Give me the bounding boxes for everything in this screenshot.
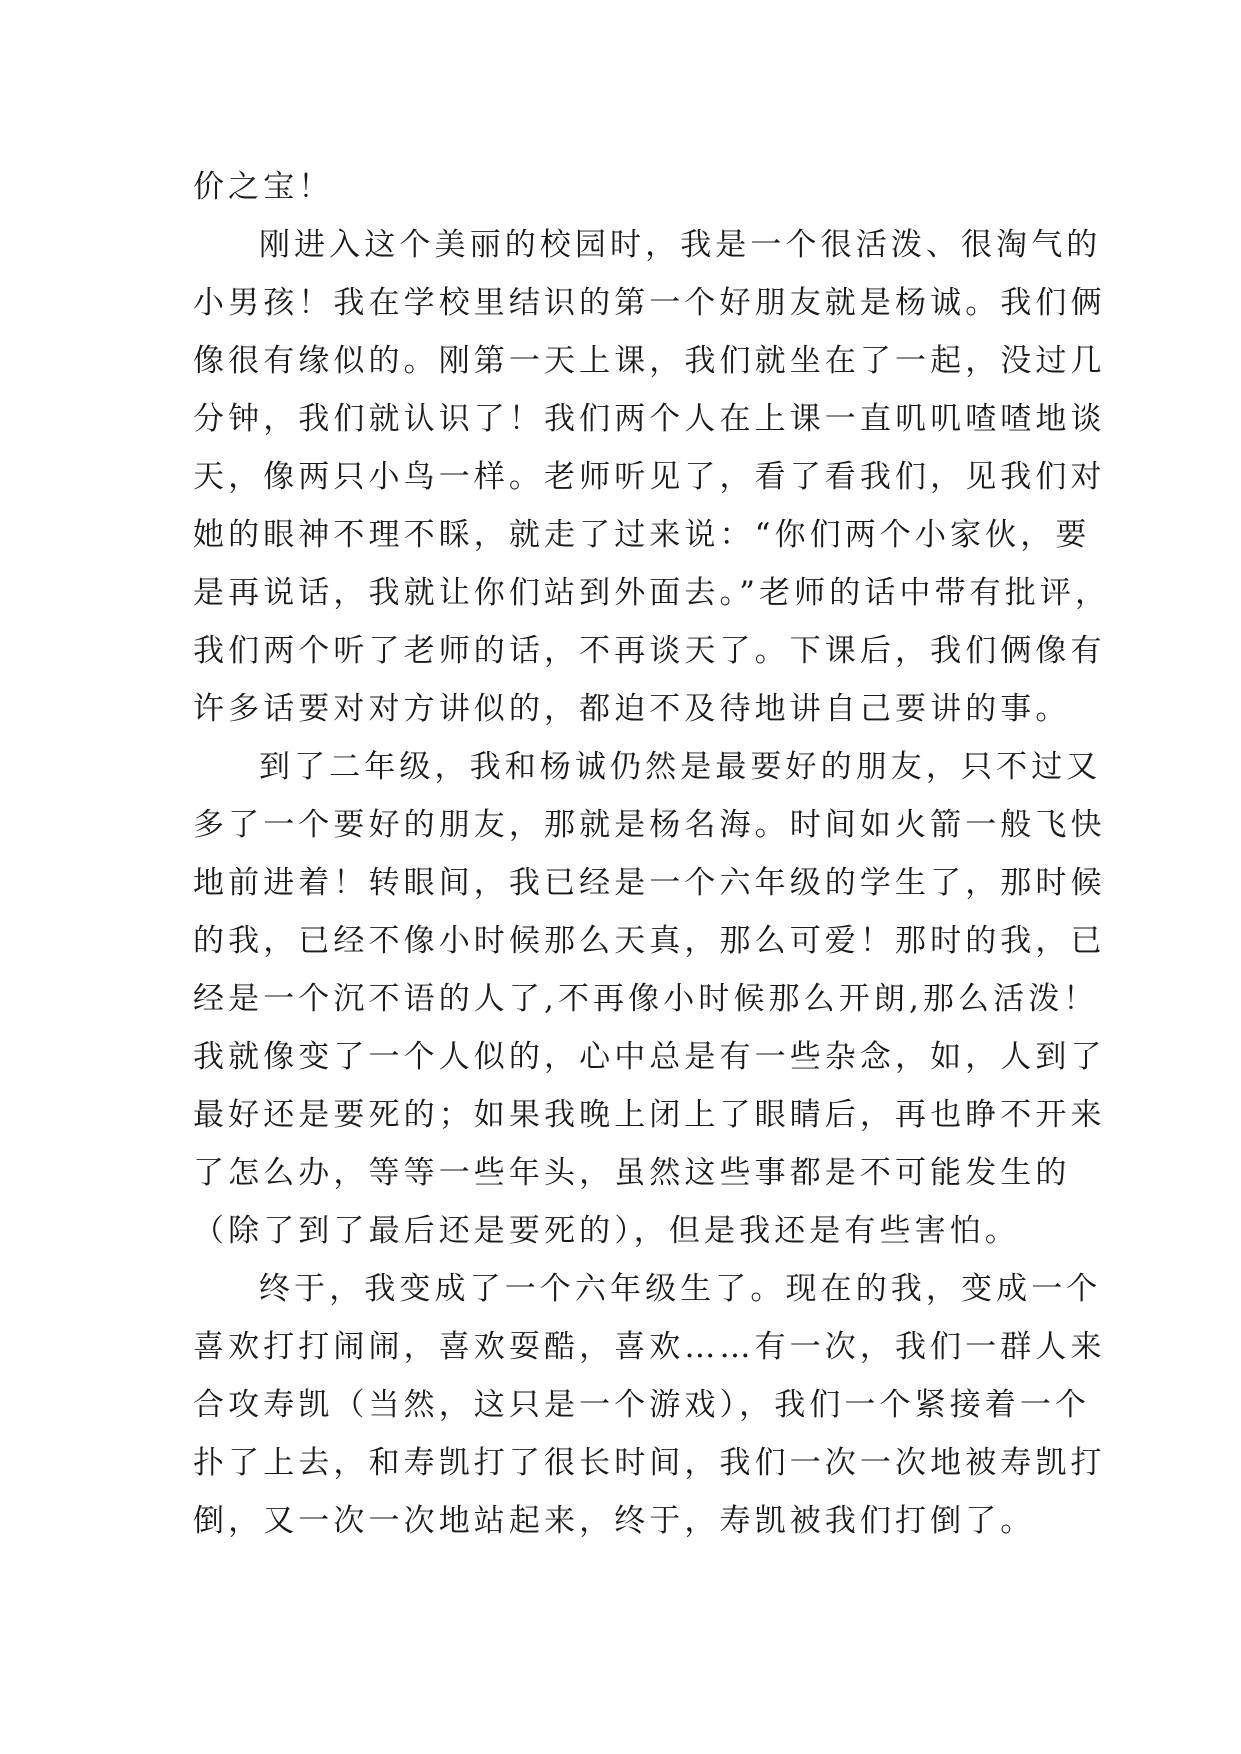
text-line: 价之宝！ bbox=[193, 169, 334, 205]
text-line: 我们两个听了老师的话，不再谈天了。下课后，我们俩像有 bbox=[193, 633, 1106, 669]
text-line: 合攻寿凯（当然，这只是一个游戏），我们一个紧接着一个 bbox=[193, 1387, 1091, 1423]
paragraph-start-line: 刚进入这个美丽的校园时，我是一个很活泼、很淘气的 bbox=[259, 227, 1102, 263]
text-line: 她的眼神不理不睬，就走了过来说：“你们两个小家伙，要 bbox=[193, 517, 1091, 553]
text-line: 了怎么办，等等一些年头，虽然这些事都是不可能发生的 bbox=[193, 1155, 1071, 1191]
text-line: 经是一个沉不语的人了,不再像小时候那么开朗,那么活泼！ bbox=[193, 981, 1099, 1017]
text-line: 扑了上去，和寿凯打了很长时间，我们一次一次地被寿凯打 bbox=[193, 1445, 1106, 1481]
text-line: 多了一个要好的朋友，那就是杨名海。时间如火箭一般飞快 bbox=[193, 807, 1106, 843]
text-line: 分钟，我们就认识了！我们两个人在上课一直叽叽喳喳地谈 bbox=[193, 401, 1106, 437]
text-line: 倒，又一次一次地站起来，终于，寿凯被我们打倒了。 bbox=[193, 1503, 1036, 1539]
text-line: （除了到了最后还是要死的），但是我还是有些害怕。 bbox=[193, 1213, 1020, 1249]
text-line: 我就像变了一个人似的，心中总是有一些杂念，如，人到了 bbox=[193, 1039, 1106, 1075]
text-line: 像很有缘似的。刚第一天上课，我们就坐在了一起，没过几 bbox=[193, 343, 1106, 379]
paragraph-start-line: 终于，我变成了一个六年级生了。现在的我，变成一个 bbox=[259, 1271, 1102, 1307]
body-text bbox=[193, 158, 1111, 1550]
text-line: 是再说话，我就让你们站到外面去。”老师的话中带有批评， bbox=[193, 575, 1111, 611]
text-line: 的我，已经不像小时候那么天真，那么可爱！那时的我，已 bbox=[193, 923, 1106, 959]
paragraph-start-line: 到了二年级，我和杨诚仍然是最要好的朋友，只不过又 bbox=[259, 749, 1102, 785]
text-line: 天，像两只小鸟一样。老师听见了，看了看我们，见我们对 bbox=[193, 459, 1106, 495]
text-line: 小男孩！我在学校里结识的第一个好朋友就是杨诚。我们俩 bbox=[193, 285, 1106, 321]
text-line: 许多话要对对方讲似的，都迫不及待地讲自己要讲的事。 bbox=[193, 691, 1071, 727]
text-line: 地前进着！转眼间，我已经是一个六年级的学生了，那时候 bbox=[193, 865, 1106, 901]
text-line: 最好还是要死的；如果我晚上闭上了眼睛后，再也睁不开来 bbox=[193, 1097, 1106, 1133]
text-line: 喜欢打打闹闹，喜欢耍酷，喜欢……有一次，我们一群人来 bbox=[193, 1329, 1106, 1365]
